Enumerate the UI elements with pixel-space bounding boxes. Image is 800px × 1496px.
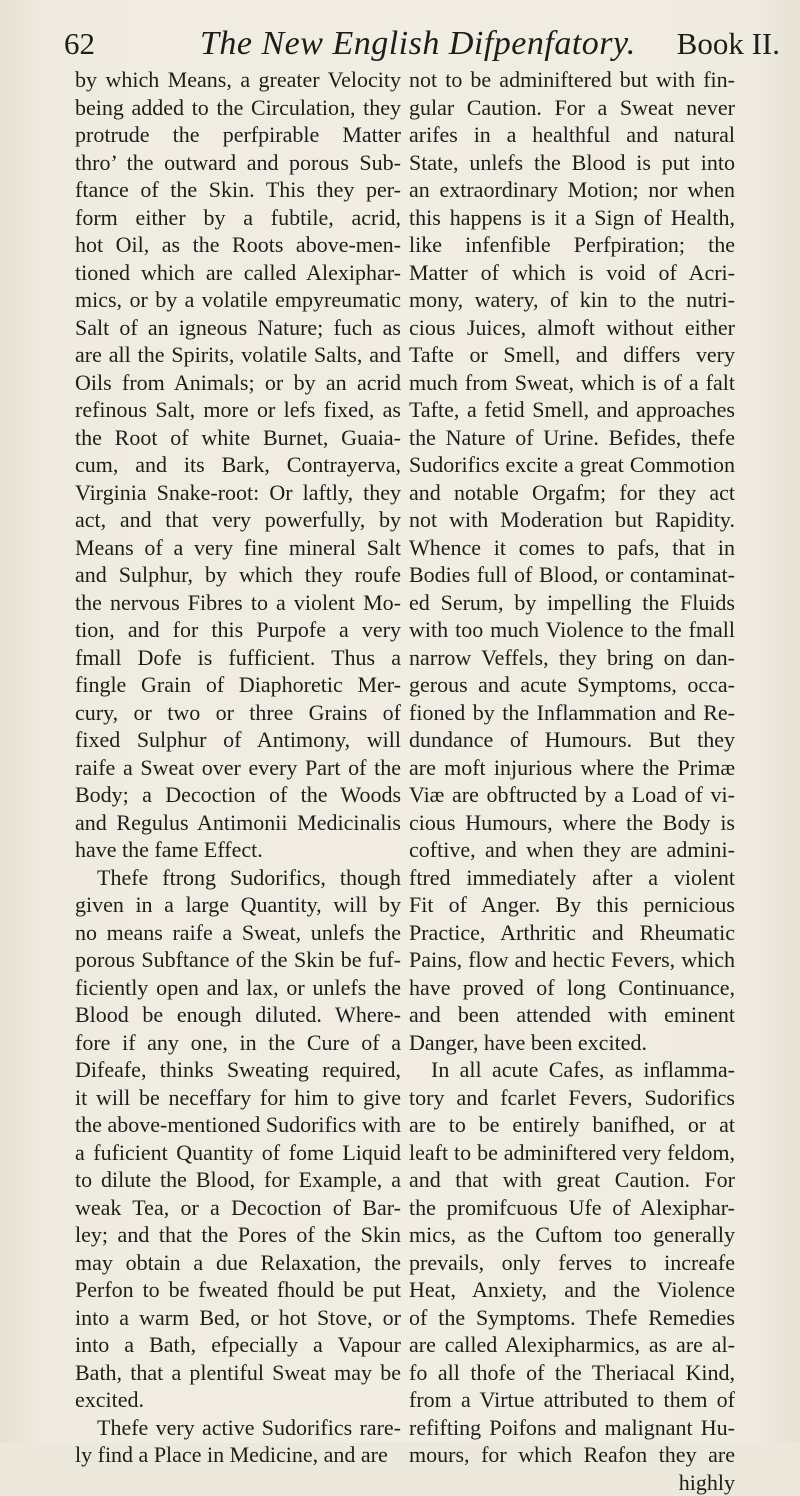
text-line: from a Virtue attributed to them of xyxy=(409,1386,735,1414)
right-column xyxy=(409,66,735,1496)
text-line: narrow Veffels, they bring on dan- xyxy=(409,644,735,672)
text-line: arifes in a healthful and natural xyxy=(409,121,735,149)
text-line: weak Tea, or a Decoction of Bar- xyxy=(75,1194,401,1222)
text-line: Practice, Arthritic and Rheumatic xyxy=(409,919,735,947)
text-line: excited. xyxy=(75,1386,401,1414)
text-line: tioned which are called Alexiphar- xyxy=(75,259,401,287)
text-line: are all the Spirits, volatile Salts, and xyxy=(75,341,401,369)
text-line: fmall Dofe is fufficient. Thus a xyxy=(75,644,401,672)
text-line: In all acute Cafes, as inflamma- xyxy=(409,1056,735,1084)
text-line: ficiently open and lax, or unlefs the xyxy=(75,974,401,1002)
text-line: fingle Grain of Diaphoretic Mer- xyxy=(75,671,401,699)
text-line: fixed Sulphur of Antimony, will xyxy=(75,726,401,754)
text-line: Sudorifics excite a great Commotion xyxy=(409,451,735,479)
text-line: gular Caution. For a Sweat never xyxy=(409,94,735,122)
text-line: Bodies full of Blood, or contaminat- xyxy=(409,561,735,589)
text-line: Viæ are obftructed by a Load of vi- xyxy=(409,781,735,809)
text-line: the nervous Fibres to a violent Mo- xyxy=(75,589,401,617)
text-line: no means raife a Sweat, unlefs the xyxy=(75,919,401,947)
text-line: cum, and its Bark, Contrayerva, xyxy=(75,451,401,479)
text-line: refifting Poifons and malignant Hu- xyxy=(409,1414,735,1442)
text-line: fore if any one, in the Cure of a xyxy=(75,1029,401,1057)
text-line: the promifcuous Ufe of Alexiphar- xyxy=(409,1194,735,1222)
text-line: Matter of which is void of Acri- xyxy=(409,259,735,287)
text-line: given in a large Quantity, will by xyxy=(75,891,401,919)
text-line: Blood be enough diluted. Where- xyxy=(75,1001,401,1029)
text-line: have proved of long Continuance, xyxy=(409,974,735,1002)
text-line: prevails, only ferves to increafe xyxy=(409,1249,735,1277)
text-line: Virginia Snake-root: Or laftly, they xyxy=(75,479,401,507)
text-line: Difeafe, thinks Sweating required, xyxy=(75,1056,401,1084)
text-line: Means of a very fine mineral Salt xyxy=(75,534,401,562)
text-line: Tafte, a fetid Smell, and approaches xyxy=(409,396,735,424)
text-line: into a warm Bed, or hot Stove, or xyxy=(75,1304,401,1332)
text-line: the Nature of Urine. Befides, thefe xyxy=(409,424,735,452)
text-line: ftance of the Skin. This they per- xyxy=(75,176,401,204)
text-line: and notable Orgafm; for they act xyxy=(409,479,735,507)
text-line: Heat, Anxiety, and the Violence xyxy=(409,1276,735,1304)
text-line: a fuficient Quantity of fome Liquid xyxy=(75,1139,401,1167)
text-line: raife a Sweat over every Part of the xyxy=(75,754,401,782)
text-line: and that with great Caution. For xyxy=(409,1166,735,1194)
text-line: by which Means, a greater Velocity xyxy=(75,66,401,94)
text-line: leaft to be adminiftered very feldom, xyxy=(409,1139,735,1167)
text-line: mony, watery, of kin to the nutri- xyxy=(409,286,735,314)
text-line: like infenfible Perfpiration; the xyxy=(409,231,735,259)
text-line: cious Juices, almoft without either xyxy=(409,314,735,342)
text-line: tion, and for this Purpofe a very xyxy=(75,616,401,644)
text-line: refinous Salt, more or lefs fixed, as xyxy=(75,396,401,424)
text-line: cury, or two or three Grains of xyxy=(75,699,401,727)
text-line: much from Sweat, which is of a falt xyxy=(409,369,735,397)
text-line: mics, or by a volatile empyreumatic xyxy=(75,286,401,314)
text-line: not to be adminiftered but with fin- xyxy=(409,66,735,94)
text-line: are to be entirely banifhed, or at xyxy=(409,1111,735,1139)
text-line: thro’ the outward and porous Sub- xyxy=(75,149,401,177)
text-line: Body; a Decoction of the Woods xyxy=(75,781,401,809)
text-line: ed Serum, by impelling the Fluids xyxy=(409,589,735,617)
text-line: Perfon to be fweated fhould be put xyxy=(75,1276,401,1304)
text-line: being added to the Circulation, they xyxy=(75,94,401,122)
page-number: 62 xyxy=(64,22,95,66)
text-line: Tafte or Smell, and differs very xyxy=(409,341,735,369)
text-line: to dilute the Blood, for Example, a xyxy=(75,1166,401,1194)
text-line: form either by a fubtile, acrid, xyxy=(75,204,401,232)
text-line: Oils from Animals; or by an acrid xyxy=(75,369,401,397)
text-line: have the fame Effect. xyxy=(75,836,401,864)
text-line: it will be neceffary for him to give xyxy=(75,1084,401,1112)
text-line: Thefe ftrong Sudorifics, though xyxy=(75,864,401,892)
text-line: fo all thofe of the Theriacal Kind, xyxy=(409,1359,735,1387)
text-line: mours, for which Reafon they are xyxy=(409,1441,735,1469)
text-line: an extraordinary Motion; nor when xyxy=(409,176,735,204)
text-line: dundance of Humours. But they xyxy=(409,726,735,754)
text-line: Pains, flow and hectic Fevers, which xyxy=(409,946,735,974)
left-column xyxy=(75,66,401,1469)
text-line: not with Moderation but Rapidity. xyxy=(409,506,735,534)
text-line: of the Symptoms. Thefe Remedies xyxy=(409,1304,735,1332)
text-line: mics, as the Cuftom too generally xyxy=(409,1221,735,1249)
text-line: highly xyxy=(409,1469,735,1496)
text-line: porous Subftance of the Skin be fuf- xyxy=(75,946,401,974)
text-line: are moft injurious where the Primæ xyxy=(409,754,735,782)
text-line: with too much Violence to the fmall xyxy=(409,616,735,644)
text-line: and been attended with eminent xyxy=(409,1001,735,1029)
text-line: Bath, that a plentiful Sweat may be xyxy=(75,1359,401,1387)
text-line: protrude the perfpirable Matter xyxy=(75,121,401,149)
text-line: act, and that very powerfully, by xyxy=(75,506,401,534)
text-line: hot Oil, as the Roots above-men- xyxy=(75,231,401,259)
text-line: ly find a Place in Medicine, and are xyxy=(75,1441,401,1469)
text-line: the above-mentioned Sudorifics with xyxy=(75,1111,401,1139)
text-line: into a Bath, efpecially a Vapour xyxy=(75,1331,401,1359)
text-line: gerous and acute Symptoms, occa- xyxy=(409,671,735,699)
text-line: ftred immediately after a violent xyxy=(409,864,735,892)
text-line: Danger, have been excited. xyxy=(409,1029,735,1057)
page-header xyxy=(64,22,780,66)
text-line: State, unlefs the Blood is put into xyxy=(409,149,735,177)
text-line: Fit of Anger. By this pernicious xyxy=(409,891,735,919)
running-title: The New English Difpenfatory. xyxy=(200,22,636,66)
text-line: the Root of white Burnet, Guaia- xyxy=(75,424,401,452)
text-line: and Regulus Antimonii Medicinalis xyxy=(75,809,401,837)
text-line: may obtain a due Relaxation, the xyxy=(75,1249,401,1277)
text-line: are called Alexipharmics, as are al- xyxy=(409,1331,735,1359)
text-line: Whence it comes to pafs, that in xyxy=(409,534,735,562)
text-line: fioned by the Inflammation and Re- xyxy=(409,699,735,727)
text-line: ley; and that the Pores of the Skin xyxy=(75,1221,401,1249)
text-line: Salt of an igneous Nature; fuch as xyxy=(75,314,401,342)
text-line: this happens is it a Sign of Health, xyxy=(409,204,735,232)
text-line: cious Humours, where the Body is xyxy=(409,809,735,837)
book-label: Book II. xyxy=(677,22,780,66)
text-line: and Sulphur, by which they roufe xyxy=(75,561,401,589)
text-line: Thefe very active Sudorifics rare- xyxy=(75,1414,401,1442)
text-line: tory and fcarlet Fevers, Sudorifics xyxy=(409,1084,735,1112)
text-line: coftive, and when they are admini- xyxy=(409,836,735,864)
